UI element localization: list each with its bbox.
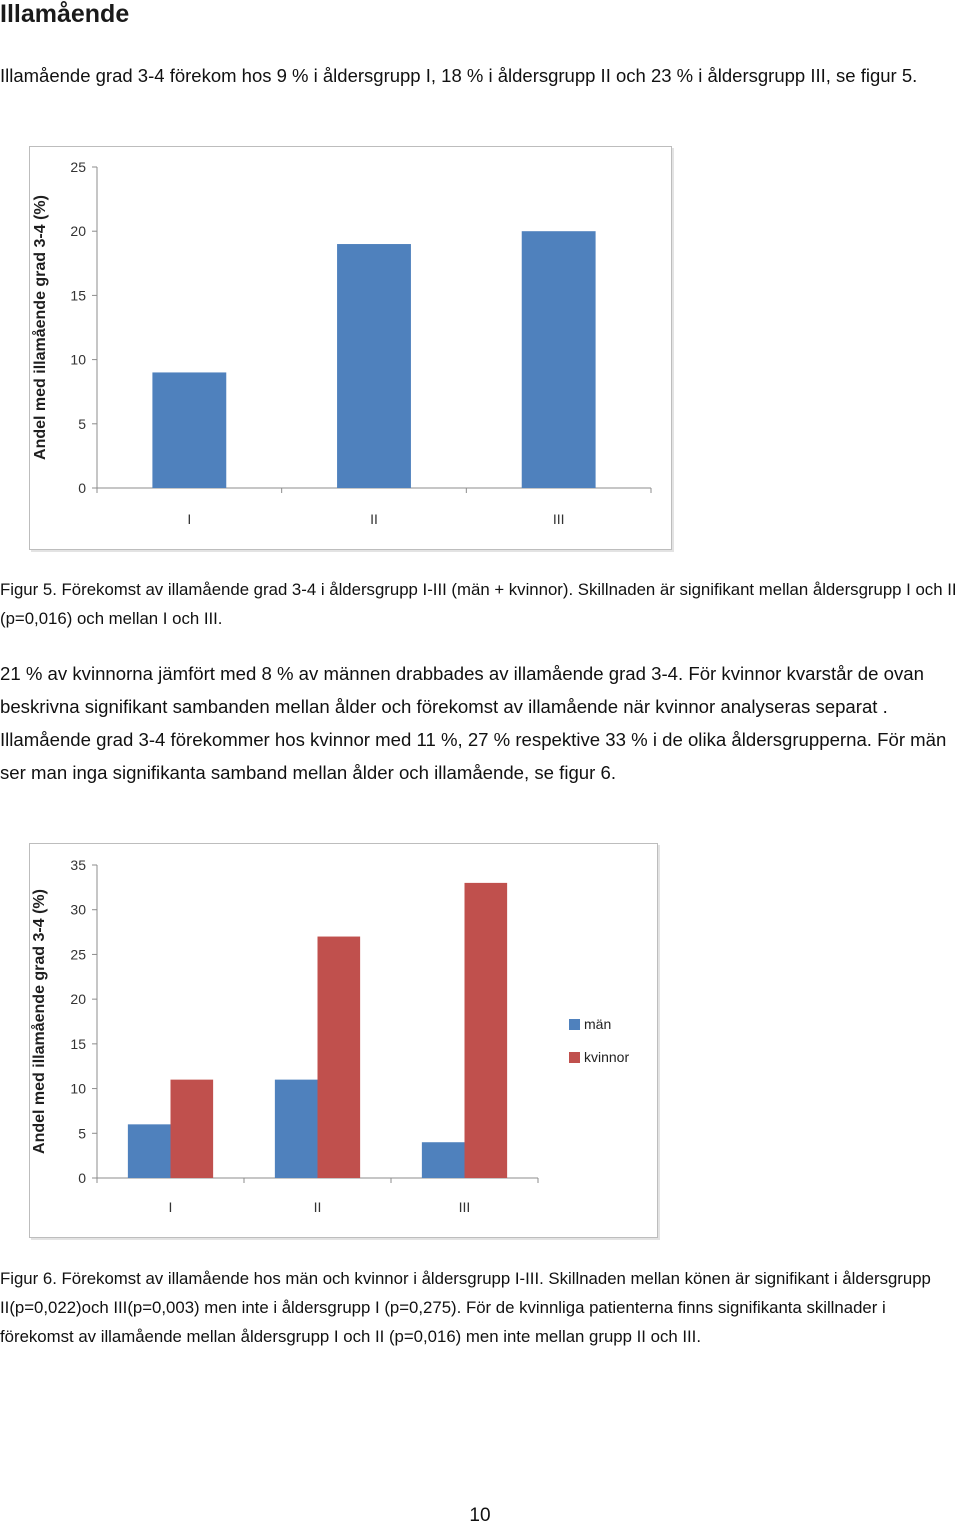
body-paragraph: 21 % av kvinnorna jämfört med 8 % av männen drabbades av illamående grad 3-4. För kvinnor kvarstår de ovan beskrivna signifikant sambanden mellan ålder och förekomst av illamående när kvinnor analyseras separat . Illamående grad 3-4 förekommer hos kvinnor med 11 %, 27 % respektive 33 % i de olika åldersgrupperna. För män ser man inga signifikanta samband mellan ålder och illamående, se figur 6. — [0, 663, 947, 783]
fig5-y-tick-label: 20 — [70, 223, 86, 240]
fig6-bar-män-I — [128, 1124, 171, 1178]
fig6-x-tick-label: III — [458, 1199, 471, 1215]
figure-5-chart — [29, 146, 672, 550]
fig5-y-tick-label: 0 — [78, 480, 86, 496]
fig6-bar-män-II — [275, 1080, 318, 1178]
fig5-y-tick-label: 5 — [78, 415, 86, 432]
fig5-bar-value-II — [337, 244, 411, 488]
fig6-bar-kvinnor-I — [171, 1080, 214, 1178]
fig5-y-tick-label: 10 — [70, 351, 86, 368]
fig6-legend-swatch-män — [569, 1019, 580, 1030]
fig6-y-tick-label: 30 — [70, 901, 86, 918]
fig5-x-tick-label: II — [370, 511, 378, 527]
figure-6-caption: Figur 6. Förekomst av illamående hos män och kvinnor i åldersgrupp I-III. Skillnaden mellan könen är signifikant i åldersgrupp II(p=0,022)och III(p=0,003) men inte i åldersgrupp I (p=0,275). För de kvinnliga patienterna finns signifikanta skillnader i förekomst av illamående mellan åldersgrupp I och II (p=0,016) men inte mellan grupp II och III. — [0, 1269, 931, 1346]
fig6-y-tick-label: 35 — [70, 857, 86, 873]
fig6-bar-kvinnor-II — [318, 937, 361, 1178]
fig5-y-tick-label: 15 — [70, 287, 86, 304]
fig5-x-tick-label: III — [552, 511, 565, 527]
fig6-bar-män-III — [422, 1142, 465, 1178]
fig6-bar-kvinnor-III — [465, 883, 508, 1178]
fig6-y-tick-label: 0 — [78, 1170, 86, 1186]
fig6-y-axis-label: Andel med illamående grad 3-4 (%) — [31, 889, 48, 1154]
page-number: 10 — [469, 1505, 491, 1526]
fig6-y-tick-label: 15 — [70, 1035, 86, 1052]
fig5-bar-value-I — [152, 372, 226, 488]
figure-6-svg — [30, 844, 657, 1237]
fig6-x-tick-label: II — [313, 1199, 322, 1215]
section-heading: Illamående — [0, 0, 130, 28]
fig6-y-tick-label: 10 — [70, 1080, 86, 1097]
fig5-y-tick-label: 25 — [70, 159, 86, 175]
figure-5-caption: Figur 5. Förekomst av illamående grad 3-4 i åldersgrupp I-III (män + kvinnor). Skillnaden är signifikant mellan åldersgrupp I och II (p=0,016) och mellan I och III. — [0, 580, 957, 628]
fig5-x-tick-label: I — [187, 511, 192, 527]
fig5-y-axis-label: Andel med illamående grad 3-4 (%) — [32, 195, 49, 460]
fig6-legend-label-män: män — [584, 1016, 612, 1032]
fig6-legend-label-kvinnor: kvinnor — [584, 1049, 630, 1065]
fig6-x-tick-label: I — [168, 1199, 173, 1215]
fig6-y-tick-label: 5 — [78, 1125, 86, 1142]
fig5-bar-value-III — [522, 231, 596, 488]
figure-6-chart — [29, 843, 658, 1238]
fig6-y-tick-label: 20 — [70, 991, 86, 1008]
figure-5-svg — [30, 147, 671, 549]
fig6-y-tick-label: 25 — [70, 946, 86, 963]
intro-paragraph: Illamående grad 3-4 förekom hos 9 % i åldersgrupp I, 18 % i åldersgrupp II och 23 % i åldersgrupp III, se figur 5. — [0, 65, 918, 86]
fig6-legend-swatch-kvinnor — [569, 1052, 580, 1063]
